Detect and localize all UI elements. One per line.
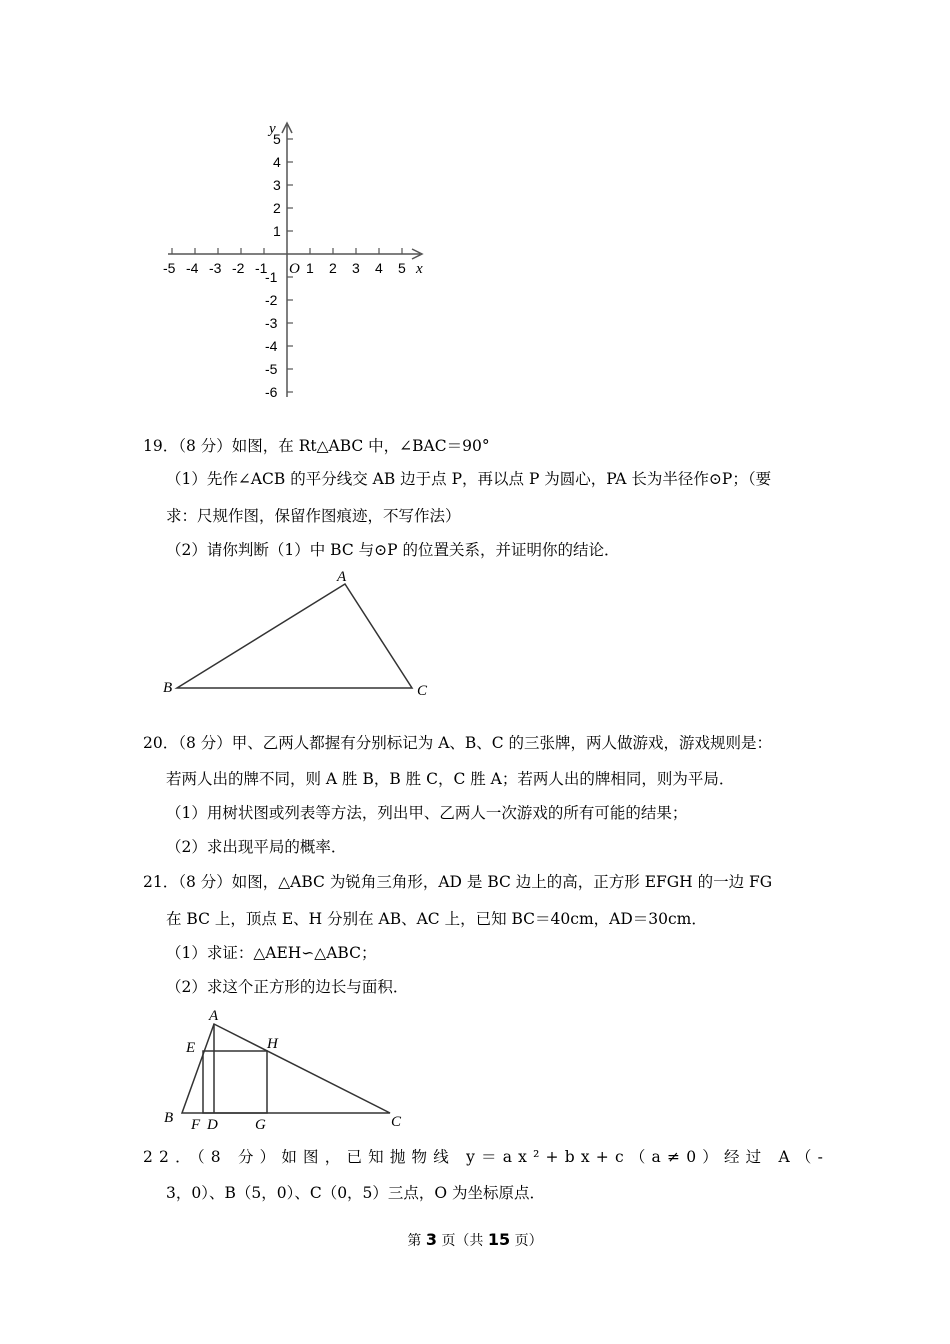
y-tick-label: -4 [265, 338, 278, 354]
q21-part1: （1）求证：△AEH∽△ABC； [166, 944, 377, 962]
y-tick-label: 3 [273, 177, 281, 193]
x-tick-label: 3 [352, 260, 360, 276]
q19-part1-line1: （1）先作∠ACB 的平分线交 AB 边于点 P，再以点 P 为圆心，PA 长为半径作⊙P；（要 [166, 470, 772, 488]
coordinate-plane-figure [150, 115, 440, 410]
q22-line1: 22．（8 分）如图，已知抛物线 y＝ax²+bx+c（a≠0）经过 A（- [143, 1148, 830, 1166]
page-total: 15 [487, 1230, 511, 1249]
vertex-label-d: D [207, 1117, 218, 1133]
vertex-label-e: E [186, 1040, 196, 1056]
vertex-label-b: B [164, 1110, 174, 1126]
y-tick-label: 5 [273, 131, 281, 147]
y-tick-label: 4 [273, 154, 281, 170]
square-efgh [203, 1051, 267, 1113]
q20-part2: （2）求出现平局的概率． [166, 838, 347, 856]
footer-suffix: 页） [514, 1233, 543, 1249]
footer-prefix: 第 [407, 1233, 422, 1249]
y-tick-label: -5 [265, 361, 278, 377]
y-axis-label: y [269, 121, 276, 137]
x-tick-label: -4 [186, 260, 199, 276]
origin-label: O [289, 261, 300, 277]
x-tick-label: -3 [209, 260, 222, 276]
q19-part2: （2）请你判断（1）中 BC 与⊙P 的位置关系，并证明你的结论． [166, 541, 620, 559]
x-tick-label: 2 [329, 260, 337, 276]
y-tick-label: 2 [273, 200, 281, 216]
q20-line2: 若两人出的牌不同，则 A 胜 B，B 胜 C，C 胜 A；若两人出的牌相同，则为平局． [166, 770, 735, 788]
y-tick-label: -1 [265, 269, 278, 285]
q19-title: 19．（8 分）如图，在 Rt△ABC 中，∠BAC＝90° [143, 437, 490, 455]
y-tick-label: -2 [265, 292, 278, 308]
q21-line1: 21．（8 分）如图，△ABC 为锐角三角形，AD 是 BC 边上的高，正方形 EFGH 的一边 FG [143, 873, 773, 891]
vertex-label-c: C [417, 683, 428, 699]
vertex-label-f: F [191, 1117, 201, 1133]
q20-part1: （1）用树状图或列表等方法，列出甲、乙两人一次游戏的所有可能的结果； [166, 804, 688, 822]
x-tick-label: 5 [398, 260, 406, 276]
q19-triangle-figure [155, 565, 440, 705]
vertex-label-a: A [337, 569, 347, 585]
x-tick-label: -1 [255, 260, 268, 276]
vertex-label-g: G [255, 1117, 266, 1133]
q19-part1-line2: 求：尺规作图，保留作图痕迹，不写作法） [166, 507, 461, 525]
vertex-label-b: B [163, 680, 173, 696]
vertex-label-h: H [267, 1036, 278, 1052]
vertex-label-a: A [209, 1008, 219, 1024]
q20-line1: 20．（8 分）甲、乙两人都握有分别标记为 A、B、C 的三张牌，两人做游戏，游戏规则是： [143, 734, 773, 752]
y-tick-label: 1 [273, 223, 281, 239]
x-tick-label: -2 [232, 260, 245, 276]
footer-middle: 页（共 [441, 1233, 484, 1249]
triangle-abc [182, 1024, 390, 1113]
y-tick-label: -6 [265, 384, 278, 400]
x-tick-label: 4 [375, 260, 383, 276]
q21-line2: 在 BC 上，顶点 E、H 分别在 AB、AC 上，已知 BC＝40cm，AD＝30cm． [166, 910, 707, 928]
vertex-label-c: C [391, 1114, 402, 1130]
page-number: 3 [425, 1230, 437, 1249]
triangle-abc [177, 584, 412, 688]
q21-square-triangle-figure [160, 1005, 410, 1135]
page-footer [0, 1230, 950, 1250]
y-tick-label: -3 [265, 315, 278, 331]
x-tick-label: -5 [163, 260, 176, 276]
q22-line2: 3，0）、B（5，0）、C（0，5）三点，O 为坐标原点． [166, 1184, 546, 1202]
x-tick-label: 1 [306, 260, 314, 276]
q21-part2: （2）求这个正方形的边长与面积． [166, 978, 409, 996]
x-axis-label: x [416, 261, 423, 277]
